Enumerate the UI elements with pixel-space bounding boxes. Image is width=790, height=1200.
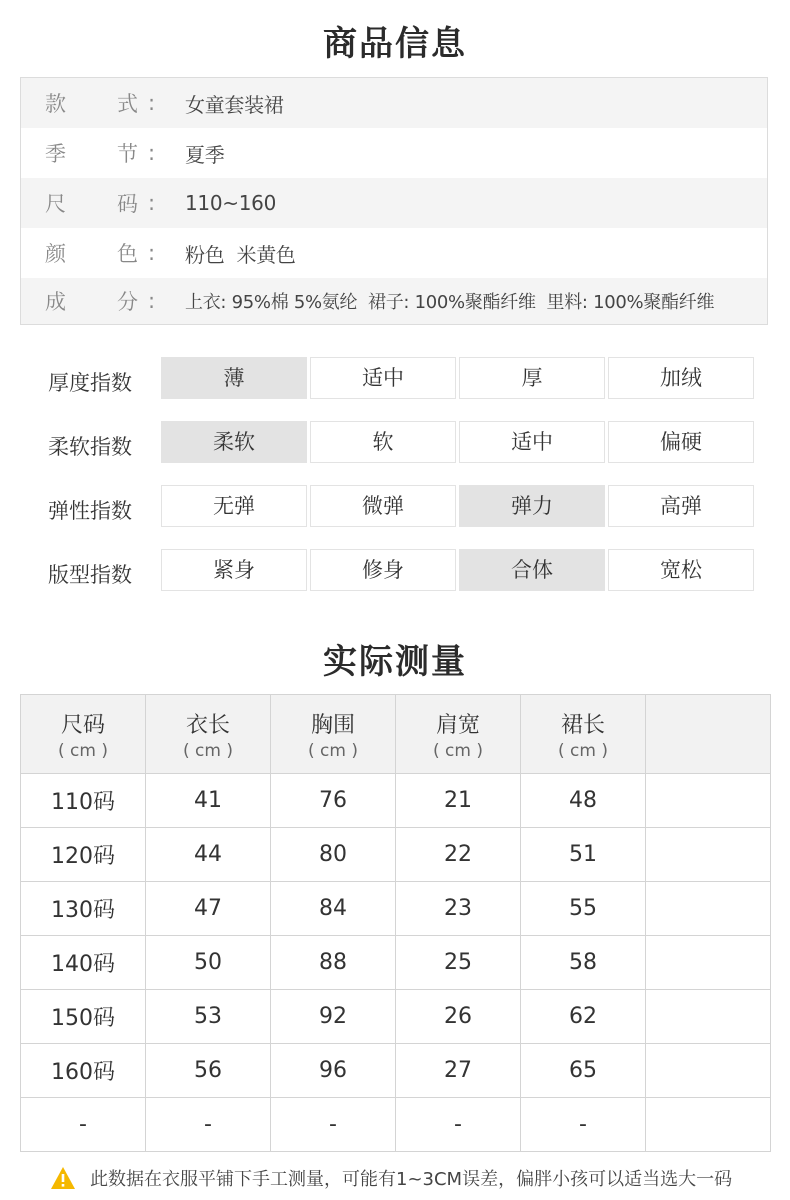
table-row <box>21 1098 771 1152</box>
info-value: 女童套装裙 <box>185 92 284 117</box>
table-cell: 55 <box>521 882 646 936</box>
info-key-char: 颜 <box>45 242 66 266</box>
header-name: 肩宽 <box>435 712 480 738</box>
info-key-char: 码 <box>117 192 138 216</box>
index-label: 厚度指数 <box>48 371 132 395</box>
index-option: 加绒 <box>608 357 754 399</box>
header-unit: ( cm ) <box>58 740 108 761</box>
header-unit: ( cm ) <box>558 740 608 761</box>
info-row-season <box>21 128 767 178</box>
table-cell: - <box>521 1098 646 1152</box>
info-row-color <box>21 228 767 278</box>
header-name: 尺码 <box>60 712 105 738</box>
warning-icon <box>50 1166 76 1190</box>
info-colon: : <box>148 141 156 165</box>
index-option: 弹力 <box>459 485 605 527</box>
info-value: 上衣: 95%棉 5%氨纶 裙子: 100%聚酯纤维 里料: 100%聚酯纤维 <box>185 292 715 313</box>
info-key-char: 成 <box>45 290 66 314</box>
table-cell: 51 <box>521 828 646 882</box>
table-row <box>21 882 771 936</box>
table-cell: 41 <box>146 774 271 828</box>
info-colon: : <box>148 91 156 115</box>
table-cell: 27 <box>396 1044 521 1098</box>
table-cell: 53 <box>146 990 271 1044</box>
table-cell: - <box>396 1098 521 1152</box>
table-cell <box>646 828 771 882</box>
index-label: 柔软指数 <box>48 435 132 459</box>
table-cell: 50 <box>146 936 271 990</box>
index-option: 高弹 <box>608 485 754 527</box>
table-cell <box>646 774 771 828</box>
header-cell <box>21 695 146 774</box>
index-option: 修身 <box>310 549 456 591</box>
index-label: 版型指数 <box>48 563 132 587</box>
table-cell: 62 <box>521 990 646 1044</box>
table-cell: 110码 <box>21 774 146 828</box>
index-option: 无弹 <box>161 485 307 527</box>
info-colon: : <box>148 191 156 215</box>
header-unit: ( cm ) <box>183 740 233 761</box>
table-cell: 80 <box>271 828 396 882</box>
header-cell <box>646 695 771 774</box>
table-cell: 84 <box>271 882 396 936</box>
table-cell <box>646 936 771 990</box>
index-option: 厚 <box>459 357 605 399</box>
index-option: 合体 <box>459 549 605 591</box>
thickness-index-row <box>0 357 790 401</box>
table-cell: 22 <box>396 828 521 882</box>
table-cell: 130码 <box>21 882 146 936</box>
index-option: 软 <box>310 421 456 463</box>
table-cell: 47 <box>146 882 271 936</box>
header-name: 衣长 <box>185 712 230 738</box>
table-cell: 88 <box>271 936 396 990</box>
softness-index-row <box>0 421 790 465</box>
header-cell <box>271 695 396 774</box>
table-cell: 44 <box>146 828 271 882</box>
table-cell: 26 <box>396 990 521 1044</box>
index-option: 适中 <box>459 421 605 463</box>
table-cell <box>646 990 771 1044</box>
elasticity-index-row <box>0 485 790 529</box>
table-cell: 76 <box>271 774 396 828</box>
info-key-char: 尺 <box>45 192 66 216</box>
info-key-char: 款 <box>45 92 66 116</box>
header-unit: ( cm ) <box>433 740 483 761</box>
table-cell: - <box>271 1098 396 1152</box>
header-name: 裙长 <box>560 712 605 738</box>
info-row-style <box>21 78 767 128</box>
index-option: 紧身 <box>161 549 307 591</box>
table-cell: 48 <box>521 774 646 828</box>
table-row <box>21 828 771 882</box>
info-colon: : <box>148 241 156 265</box>
note-text: 此数据在衣服平铺下手工测量，可能有1~3CM误差，偏胖小孩可以适当选大一码 <box>90 1169 733 1190</box>
table-row <box>21 990 771 1044</box>
info-value: 110~160 <box>185 191 277 215</box>
measurement-title: 实际测量 <box>323 642 467 682</box>
table-cell: 65 <box>521 1044 646 1098</box>
index-option: 微弹 <box>310 485 456 527</box>
info-row-material <box>21 278 767 324</box>
info-key-char: 色 <box>117 242 138 266</box>
table-cell: 96 <box>271 1044 396 1098</box>
table-cell: 140码 <box>21 936 146 990</box>
product-info-title: 商品信息 <box>323 24 467 64</box>
table-cell: 23 <box>396 882 521 936</box>
header-name: 胸围 <box>310 712 355 738</box>
index-option: 偏硬 <box>608 421 754 463</box>
table-cell: - <box>146 1098 271 1152</box>
index-label: 弹性指数 <box>48 499 132 523</box>
info-value: 粉色 米黄色 <box>185 242 296 267</box>
table-cell: 58 <box>521 936 646 990</box>
table-cell: 160码 <box>21 1044 146 1098</box>
info-key-char: 分 <box>117 290 138 314</box>
index-option: 薄 <box>161 357 307 399</box>
info-value: 夏季 <box>185 142 225 167</box>
table-row <box>21 1044 771 1098</box>
header-unit: ( cm ) <box>308 740 358 761</box>
header-cell <box>146 695 271 774</box>
index-option: 柔软 <box>161 421 307 463</box>
product-info-table <box>20 77 768 325</box>
index-option: 适中 <box>310 357 456 399</box>
table-cell: - <box>21 1098 146 1152</box>
fit-index-row <box>0 549 790 593</box>
table-cell: 56 <box>146 1044 271 1098</box>
table-row <box>21 936 771 990</box>
table-cell: 25 <box>396 936 521 990</box>
table-cell <box>646 1098 771 1152</box>
table-cell <box>646 882 771 936</box>
header-cell <box>521 695 646 774</box>
table-cell: 92 <box>271 990 396 1044</box>
info-row-size <box>21 178 767 228</box>
header-cell <box>396 695 521 774</box>
info-colon: : <box>148 289 156 313</box>
info-key-char: 季 <box>45 142 66 166</box>
index-option: 宽松 <box>608 549 754 591</box>
measurement-table <box>20 694 771 1152</box>
table-header-row <box>21 695 771 774</box>
table-cell: 150码 <box>21 990 146 1044</box>
table-cell <box>646 1044 771 1098</box>
table-cell: 21 <box>396 774 521 828</box>
table-cell: 120码 <box>21 828 146 882</box>
table-row <box>21 774 771 828</box>
info-key-char: 式 <box>117 92 138 116</box>
info-key-char: 节 <box>117 142 138 166</box>
measurement-note <box>50 1163 732 1193</box>
